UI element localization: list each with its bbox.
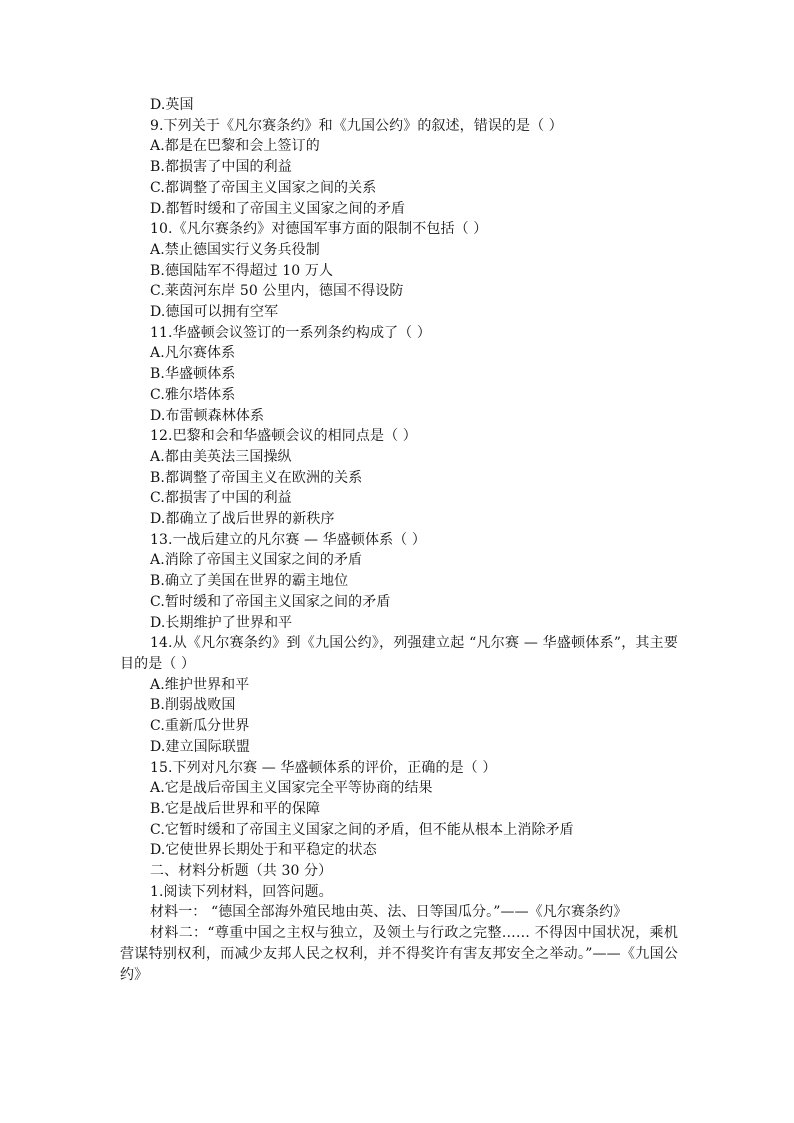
document-line: A.它是战后帝国主义国家完全平等协商的结果 xyxy=(150,780,433,797)
document-line: D.都确立了战后世界的新秩序 xyxy=(150,511,335,528)
document-line: 11.华盛顿会议签订的一系列条约构成了（ ） xyxy=(150,324,431,341)
document-line: 12.巴黎和会和华盛顿会议的相同点是（ ） xyxy=(150,428,417,445)
document-line: 14.从《凡尔赛条约》到《九国公约》，列强建立起 “凡尔赛 — 华盛顿体系”，其主要目的是（ ） xyxy=(120,635,678,672)
document-line: C.重新瓜分世界 xyxy=(150,718,250,735)
document-line: C.都调整了帝国主义国家之间的关系 xyxy=(150,179,377,196)
document-line: A.禁止德国实行义务兵役制 xyxy=(150,241,320,258)
document-line: 9.下列关于《凡尔赛条约》和《九国公约》的叙述，错误的是（ ） xyxy=(150,117,563,134)
document-line: 10.《凡尔赛条约》对德国军事方面的限制不包括（ ） xyxy=(150,221,488,238)
document-line: C.莱茵河东岸 50 公里内，德国不得设防 xyxy=(150,283,404,300)
document-line: B.都损害了中国的利益 xyxy=(150,159,292,176)
document-line: A.都由美英法三国操纵 xyxy=(150,448,292,465)
document-line: B.确立了美国在世界的霸主地位 xyxy=(150,573,349,590)
document-line: C.都损害了中国的利益 xyxy=(150,490,292,507)
document-line: C.暂时缓和了帝国主义国家之间的矛盾 xyxy=(150,593,391,610)
document-line: D.它使世界长期处于和平稳定的状态 xyxy=(150,842,377,859)
document-line: 材料一： “德国全部海外殖民地由英、法、日等国瓜分。”——《凡尔赛条约》 xyxy=(150,904,628,921)
document-line: C.雅尔塔体系 xyxy=(150,386,236,403)
document-line: B.它是战后世界和平的保障 xyxy=(150,800,321,817)
document-line: D.都暂时缓和了帝国主义国家之间的矛盾 xyxy=(150,200,406,217)
document-line: B.都调整了帝国主义在欧洲的关系 xyxy=(150,469,363,486)
document-line: B.德国陆军不得超过 10 万人 xyxy=(150,262,334,279)
document-line: 材料二：“尊重中国之主权与独立，及领土与行政之完整…… 不得因中国状况，乘机营谋特别权利，而减少友邦人民之权利，并不得奖许有害友邦安全之举动。”——《九国公约》 xyxy=(120,925,678,983)
document-line: 13.一战后建立的凡尔赛 — 华盛顿体系（ ） xyxy=(150,531,426,548)
document-line: B.华盛顿体系 xyxy=(150,366,236,383)
document-line: D.德国可以拥有空军 xyxy=(150,304,279,321)
document-line: D.英国 xyxy=(150,97,194,113)
document-line: 1.阅读下列材料，回答问题。 xyxy=(150,883,333,900)
document-line: D.布雷顿森林体系 xyxy=(150,407,265,424)
document-line: D.长期维护了世界和平 xyxy=(150,614,293,631)
document-line: 二、材料分析题（共 30 分） xyxy=(150,863,333,880)
document-line: B.削弱战败国 xyxy=(150,697,236,714)
document-line: C.它暂时缓和了帝国主义国家之间的矛盾，但不能从根本上消除矛盾 xyxy=(150,821,574,838)
document-line: D.建立国际联盟 xyxy=(150,738,250,755)
document-line: A.消除了帝国主义国家之间的矛盾 xyxy=(150,552,363,569)
document-line: A.都是在巴黎和会上签订的 xyxy=(150,138,320,155)
document-line: A.维护世界和平 xyxy=(150,676,250,693)
document-body xyxy=(120,95,678,985)
document-line: 15.下列对凡尔赛 — 华盛顿体系的评价，正确的是（ ） xyxy=(150,759,497,776)
document-line: A.凡尔赛体系 xyxy=(150,345,236,362)
